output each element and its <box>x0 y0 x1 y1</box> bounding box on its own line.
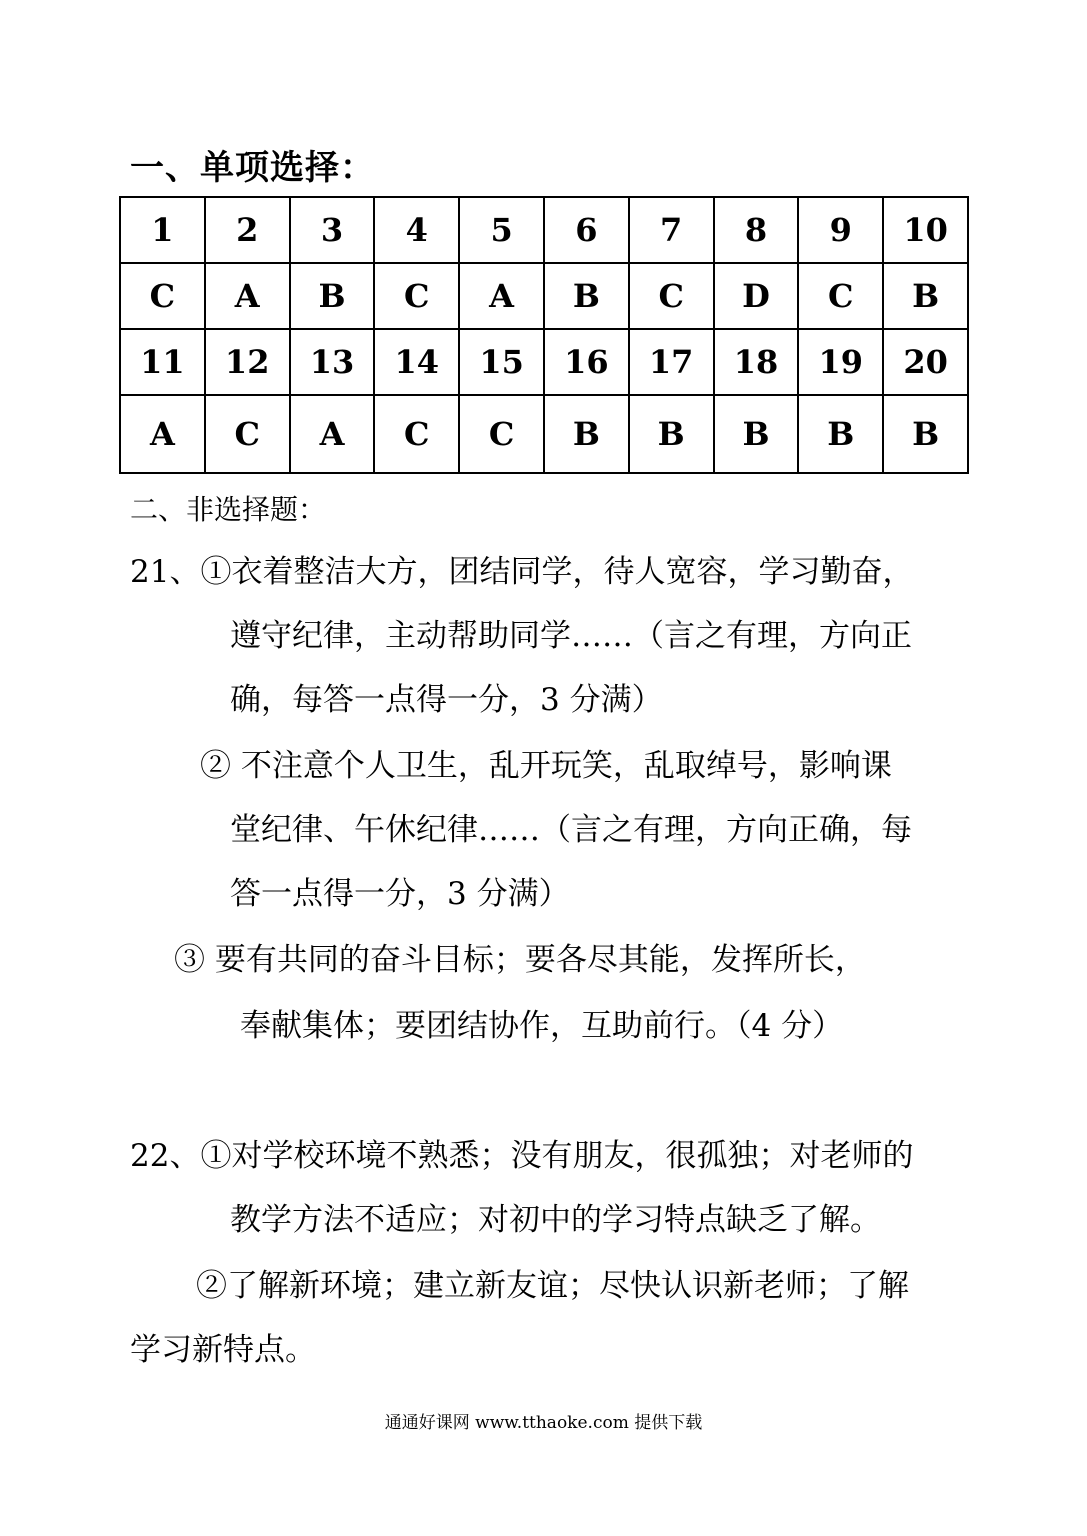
table-cell: B <box>883 263 968 329</box>
table-cell: A <box>205 263 290 329</box>
table-cell: C <box>798 263 883 329</box>
q22-line2: 教学方法不适应；对初中的学习特点缺乏了解。 <box>230 1202 881 1238</box>
table-cell: B <box>714 395 799 473</box>
footer-credit: 通通好课网 www.tthaoke.com 提供下载 <box>384 1413 703 1433</box>
table-cell: 12 <box>205 329 290 395</box>
q21-line1: 21、①衣着整洁大方，团结同学，待人宽容，学习勤奋， <box>130 554 914 590</box>
table-cell: C <box>629 263 714 329</box>
table-cell: 15 <box>459 329 544 395</box>
table-cell: 2 <box>205 197 290 263</box>
section1-title: 一、单项选择： <box>130 148 375 188</box>
q21-line7: ③ 要有共同的奋斗目标；要各尽其能，发挥所长， <box>174 942 866 978</box>
table-cell: 3 <box>290 197 375 263</box>
q22-line1: 22、①对学校环境不熟悉；没有朋友，很孤独；对老师的 <box>130 1138 914 1174</box>
table-cell: 16 <box>544 329 629 395</box>
table-cell: B <box>629 395 714 473</box>
table-cell: 8 <box>714 197 799 263</box>
q21-line5: 堂纪律、午休纪律……（言之有理，方向正确，每 <box>230 812 912 848</box>
answer-table <box>119 196 969 474</box>
table-cell: C <box>374 395 459 473</box>
q22-line4: 学习新特点。 <box>130 1332 316 1368</box>
q21-line8: 奉献集体；要团结协作，互助前行。（4 分） <box>240 1008 844 1044</box>
table-cell: 17 <box>629 329 714 395</box>
table-cell: 14 <box>374 329 459 395</box>
table-row <box>120 197 968 263</box>
table-cell: C <box>459 395 544 473</box>
table-cell: 5 <box>459 197 544 263</box>
q21-line4: ② 不注意个人卫生，乱开玩笑，乱取绰号，影响课 <box>200 748 892 784</box>
section2-title: 二、非选择题： <box>130 493 327 526</box>
table-cell: A <box>459 263 544 329</box>
table-cell: A <box>120 395 205 473</box>
q21-line2: 遵守纪律，主动帮助同学……（言之有理，方向正 <box>230 618 912 654</box>
table-cell: 11 <box>120 329 205 395</box>
table-cell: B <box>544 263 629 329</box>
table-cell: C <box>374 263 459 329</box>
table-cell: 6 <box>544 197 629 263</box>
table-cell: B <box>883 395 968 473</box>
table-cell: 4 <box>374 197 459 263</box>
table-cell: 9 <box>798 197 883 263</box>
q21-line6: 答一点得一分，3 分满） <box>230 876 570 912</box>
table-cell: 19 <box>798 329 883 395</box>
table-cell: 20 <box>883 329 968 395</box>
table-row <box>120 263 968 329</box>
table-row <box>120 329 968 395</box>
table-cell: 1 <box>120 197 205 263</box>
table-cell: B <box>290 263 375 329</box>
table-cell: 18 <box>714 329 799 395</box>
table-cell: 7 <box>629 197 714 263</box>
table-cell: D <box>714 263 799 329</box>
table-cell: 10 <box>883 197 968 263</box>
table-cell: C <box>120 263 205 329</box>
table-cell: C <box>205 395 290 473</box>
table-cell: A <box>290 395 375 473</box>
q21-line3: 确，每答一点得一分，3 分满） <box>230 682 663 718</box>
q22-line3: ②了解新环境；建立新友谊；尽快认识新老师；了解 <box>196 1268 909 1304</box>
table-cell: B <box>798 395 883 473</box>
table-cell: 13 <box>290 329 375 395</box>
table-row <box>120 395 968 473</box>
table-cell: B <box>544 395 629 473</box>
